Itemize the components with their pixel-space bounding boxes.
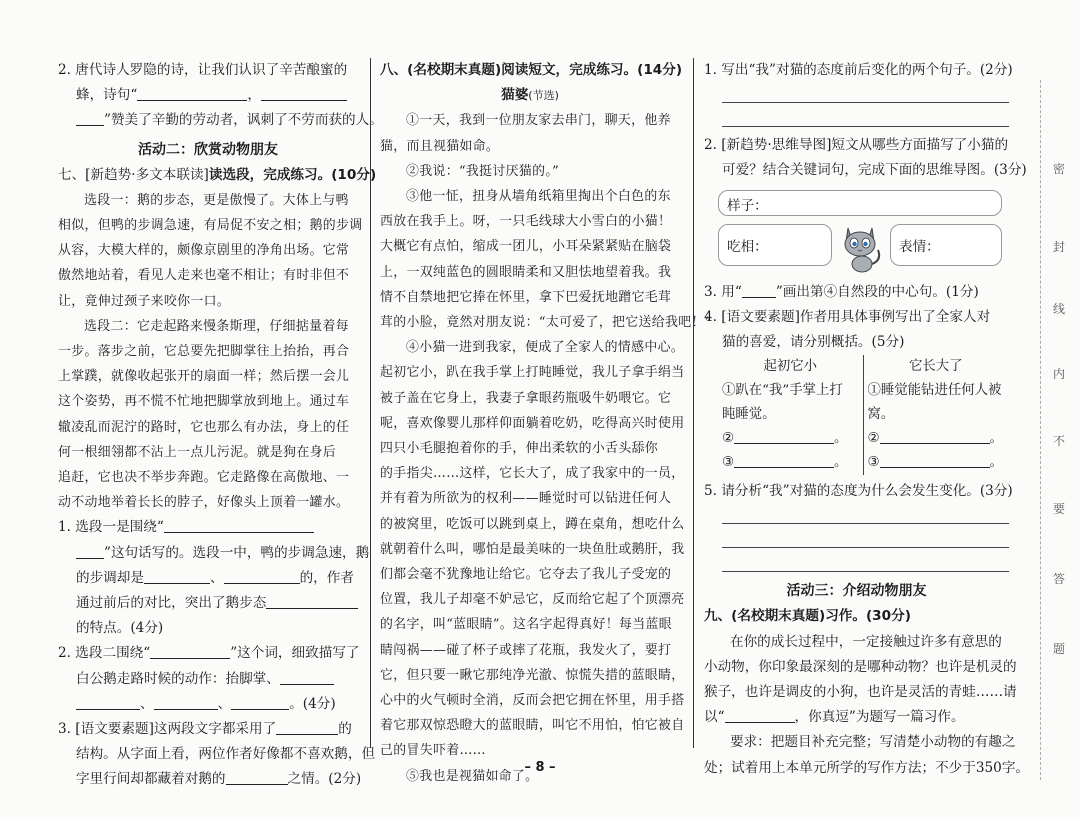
sub-q2-line-2 [58, 667, 358, 692]
answer-blank[interactable] [76, 111, 104, 126]
passage-line: 心中的火气顿时全消，反而会把它拥在怀里，用手搭 [380, 693, 685, 709]
passage-line: 位置，我儿子却毫不妒忌它，反而给它起了个顶漂亮 [380, 592, 685, 608]
c3-q1: 1. 写出“我”对猫的态度前后变化的两个句子。(2分) [704, 62, 1013, 78]
sub-q1-line-5: 的特点。(4分) [76, 620, 164, 637]
answer-blank[interactable] [880, 429, 990, 444]
passage-line: 上，一双纯蓝色的圆眼睛柔和又胆怯地望着我。我 [380, 264, 672, 280]
table-cell-right [863, 379, 1008, 475]
passage-line: 起初它小，趴在我手掌上打盹睡觉，我儿子拿手绢当 [380, 365, 685, 381]
q8-title: 阅读短文，完成练习。(14分) [501, 62, 683, 78]
answer-blank[interactable] [725, 708, 795, 723]
page-number: – 8 – [524, 760, 556, 775]
passage-line: 着它那双惊恐瞪大的蓝眼睛，叫它不用怕，怕它被自 [380, 718, 685, 734]
family-love-table [718, 355, 1008, 475]
passage-line: 并有着为所欲为的权利——睡觉时可以钻进任何人 [380, 491, 672, 507]
q7-heading [58, 163, 377, 188]
edge-char: 线 [1052, 302, 1065, 316]
passage-line: 大概它有点怕，缩成一团儿，小耳朵紧紧贴在脑袋 [380, 239, 672, 255]
sub-q2-text: 、 [217, 695, 232, 712]
table-header-grown: 它长大了 [908, 359, 963, 375]
excerpt-line: 选段一：鹅的步态，更是傲慢了。大体上与鸭 [84, 192, 349, 208]
excerpt-1 [58, 188, 363, 314]
requirement-line: 要求：把题目补充完整；写清楚小动物的有趣之 [730, 734, 1016, 751]
sub-q2-text: 白公鹅走路时候的动作：抬脚掌、 [76, 670, 280, 687]
essay-line: 在你的成长过程中，一定接触过许多有意思的 [730, 633, 1002, 650]
activity-3-heading: 活动三：介绍动物朋友 [786, 583, 927, 600]
answer-blank[interactable] [742, 283, 776, 298]
answer-blank[interactable] [261, 86, 347, 101]
answer-blank[interactable] [137, 86, 247, 101]
passage-line: ⑤我也是视猫如命了。 [406, 768, 539, 784]
passage-title-text: 猫婆 [501, 87, 529, 104]
passage-line: ①一天，我到一位朋友家去串门，聊天，他养 [406, 113, 671, 129]
essay-text: ，你真逗”为题写一篇习作。 [794, 709, 965, 726]
sub-q2-text: 。(4分) [289, 695, 336, 712]
sub-q2-text: 、 [140, 695, 154, 712]
sub-q2-line-1 [58, 641, 358, 666]
answer-blank[interactable] [76, 695, 140, 710]
edge-char: 封 [1052, 240, 1065, 254]
excerpt-line: 一步。落步之前，它总要先把脚掌往上抬抬，再合 [58, 344, 350, 360]
edge-char: 内 [1052, 367, 1065, 381]
passage-line: 的名字，叫“蓝眼睛”。这名字起得真好！每当蓝眼 [380, 617, 672, 633]
q7-prefix: 七、[新趋势·多文本联读] [58, 166, 209, 183]
passage-body [380, 108, 712, 788]
q2-text: 蜂，诗句“ [76, 87, 138, 104]
table-item-3 [722, 451, 859, 475]
c3-q2-line-2: 可爱？结合关键词句，完成下面的思维导图。(3分) [722, 162, 1027, 179]
c3-q2-line-1: 2. [新趋势·思维导图]短文从哪些方面描写了小猫的 [704, 137, 1009, 154]
sub-q2-line-3 [58, 692, 358, 717]
mind-map-expression-label: 表情： [899, 238, 940, 255]
answer-blank[interactable] [150, 644, 230, 659]
excerpt-line: 这个姿势，再不慌不忙地把脚掌放到地上。通过车 [58, 394, 350, 410]
passage-line: 的手指尖……这样，它长大了，成了我家中的一员， [380, 466, 685, 482]
sub-q2-text: ”这个词，细致描写了 [230, 645, 360, 662]
answer-line[interactable] [722, 103, 1009, 127]
q9-prefix: 九、(名校期末真题) [704, 608, 826, 625]
answer-blank[interactable] [76, 544, 104, 559]
passage-line: 们都会毫不犹豫地让给它。它夺去了我儿子受宠的 [380, 567, 672, 583]
passage-line: 睛闯祸——碰了杯子或摔了花瓶，我发火了，要打 [380, 642, 672, 658]
passage-line: ③他一怔，扭身从墙角纸箱里掏出个白色的东 [406, 189, 671, 205]
passage-title-note: (节选) [528, 89, 559, 103]
edge-char: 不 [1052, 434, 1065, 448]
passage-line: 它，但只要一瞅它那纯净光澈、惊慌失措的蓝眼睛， [380, 667, 685, 683]
sub-q1-text: 的步调却是 [76, 569, 144, 586]
edge-char: 题 [1052, 642, 1065, 656]
passage-line: 己的冒失吓着…… [380, 743, 486, 759]
answer-line[interactable] [722, 548, 1009, 572]
column-divider [370, 58, 371, 748]
passage-line: 西放在我手上。呀，一只毛线球大小雪白的小猫！ [380, 214, 672, 230]
sub-q1-line-2 [58, 541, 370, 566]
c3-q5: 5. 请分析“我”对猫的态度为什么会发生变化。(3分) [704, 483, 1013, 500]
answer-blank[interactable] [880, 453, 990, 468]
sub-q1-line-1 [58, 515, 358, 540]
sub-q1-text: 1. 选段一是围绕“ [58, 519, 164, 536]
table-marker: ③ [867, 455, 880, 471]
q9-title: 习作。(30分) [825, 608, 911, 625]
passage-line: ②我说：“我挺讨厌猫的。” [406, 163, 560, 179]
edge-char: 要 [1052, 502, 1065, 516]
c3-q4-line-2: 猫的喜爱，请分别概括。(5分) [722, 334, 905, 351]
c3-q4-line-1: 4. [语文要素题]作者用具体事例写出了全家人对 [704, 308, 991, 325]
cat-icon [838, 220, 884, 274]
excerpt-line: 相似，但鸭的步调急速，有局促不安之相；鹅的步调 [58, 218, 363, 234]
q8-heading [380, 58, 683, 83]
excerpt-line: 上掌蹼，就像收起张开的扇面一样；然后摆一会儿 [58, 369, 350, 385]
passage-line: 就朝着什么叫，哪怕是最美味的一块鱼肚或鹅肝，我 [380, 541, 685, 557]
essay-line: 小动物，你印象最深刻的是哪种动物？也许是机灵的 [704, 658, 1017, 675]
passage-line: 茸的小脸，竟然对朋友说：“太可爱了，把它送给我吧！” [380, 315, 712, 331]
q2-line-3 [58, 108, 383, 133]
table-marker: ③ [722, 455, 735, 471]
answer-blank[interactable] [144, 569, 210, 584]
excerpt-line: 让，竟伸过颈子来咬你一口。 [58, 293, 231, 309]
mind-map-eating-box[interactable] [718, 224, 832, 266]
table-marker: ② [722, 431, 735, 447]
c3-q3-text: ”画出第④自然段的中心句。(1分) [775, 283, 979, 300]
table-item-2 [868, 427, 1005, 451]
sub-q2-text: 2. 选段二围绕“ [58, 645, 151, 662]
requirement-line: 处；试着用上本单元所学的写作方法；不少于350字。 [704, 759, 1030, 776]
mind-map-expression-box[interactable] [890, 224, 1002, 266]
sub-q1-text: ”这句话写的。选段一中，鸭的步调急速，鹅 [104, 544, 370, 561]
table-period: 。 [989, 455, 1003, 471]
table-period: 。 [834, 431, 848, 447]
answer-blank[interactable] [734, 453, 834, 468]
c3-q3-text: 3. 用“ [704, 283, 742, 300]
table-period: 。 [834, 455, 848, 471]
excerpt-2 [58, 314, 358, 516]
mind-map [704, 184, 1009, 280]
passage-line: 被子盖在它身上，我妻子拿眼药瓶吸牛奶喂它。它 [380, 390, 672, 406]
q7-title: 读选段，完成练习。(10分) [208, 166, 377, 183]
sub-q3-text: 之情。(2分) [287, 771, 362, 788]
column-middle [380, 58, 712, 789]
mind-map-eating-label: 吃相： [727, 238, 768, 255]
excerpt-line: 辙凌乱而泥泞的路时，它也那么有办法，身上的任 [58, 419, 350, 435]
essay-text: 以“ [704, 709, 725, 726]
c3-q3 [704, 280, 1009, 305]
essay-line-4 [704, 705, 1009, 730]
sub-q1-text: 的，作者 [299, 569, 354, 586]
q8-prefix: 八、(名校期末真题) [380, 62, 502, 78]
table-text: ①睡觉能钻进任何人被窝。 [867, 383, 1002, 423]
q2-comma: ， [247, 87, 261, 104]
answer-blank[interactable] [280, 670, 334, 685]
answer-blank[interactable] [231, 695, 289, 710]
q9-heading [704, 604, 1009, 629]
answer-blank[interactable] [276, 720, 338, 735]
table-item-3 [868, 451, 1005, 475]
sub-q1-line-4 [58, 591, 358, 616]
table-period: 。 [989, 431, 1003, 447]
answer-blank[interactable] [164, 518, 314, 533]
essay-line: 猴子，也许是调皮的小狗，也许是灵活的青蛙……请 [704, 684, 1017, 701]
answer-line[interactable] [722, 504, 1009, 524]
passage-line: 情不自禁地把它捧在怀里，拿下巴爱抚地蹭它毛茸 [380, 289, 672, 305]
excerpt-line: 追赶，它也决不举步奔跑。它走路像在高傲地、一 [58, 470, 350, 486]
table-item-2 [722, 427, 859, 451]
excerpt-line: 动不动地举着长长的脖子，好像头上顶着一罐水。 [58, 495, 350, 511]
answer-line[interactable] [722, 83, 1009, 103]
q2-line-1: 2. 唐代诗人罗隐的诗，让我们认识了辛苦酿蜜的 [58, 62, 348, 78]
q2-line-2 [58, 83, 358, 108]
mind-map-appearance-box[interactable] [718, 190, 1002, 216]
sub-q3-text: 字里行间却都藏着对鹅的 [76, 771, 226, 788]
sub-q1-text: 、 [209, 569, 224, 586]
passage-line: 呢，喜欢像婴儿那样仰面躺着吃奶，吃得高兴时使用 [380, 415, 685, 431]
passage-line: 猫，而且视猫如命。 [380, 138, 500, 154]
answer-blank[interactable] [734, 429, 834, 444]
q2-text: ”赞美了辛勤的劳动者，讽刺了不劳而获的人。 [104, 112, 383, 129]
edge-char: 密 [1052, 162, 1065, 176]
sub-q3-line-2: 结构。从字面上看，两位作者好像都不喜欢鹅，但 [76, 746, 376, 763]
table-marker: ② [867, 431, 880, 447]
excerpt-line: 何一根细翎都不沾上一点儿污泥。就是狗在身后 [58, 444, 337, 460]
passage-line: ④小猫一进到我家，便成了全家人的情感中心。 [406, 340, 685, 356]
excerpt-line: 傲然地站着，看见人走来也毫不相让；有时非但不 [58, 268, 350, 284]
passage-title [380, 83, 680, 108]
activity-2-heading: 活动二：欣赏动物朋友 [138, 141, 278, 158]
sub-q3-line-1 [58, 717, 358, 742]
binding-edge-line [1040, 80, 1041, 780]
column-divider [693, 58, 694, 748]
excerpt-line: 从容，大模大样的，颇像京剧里的净角出场。它常 [58, 243, 350, 259]
edge-char: 答 [1052, 572, 1065, 586]
sub-q1-line-3 [58, 566, 358, 591]
table-cell-left [718, 379, 863, 475]
excerpt-line: 选段二：它走起路来慢条斯理，仔细掂量着每 [84, 318, 349, 334]
sub-q3-text: 的 [338, 721, 352, 738]
answer-blank[interactable] [266, 594, 358, 609]
passage-line: 四只小毛腿抱着你的手，伸出柔软的小舌头舔你 [380, 441, 659, 457]
sub-q1-text: 通过前后的对比，突出了鹅步态 [76, 595, 267, 612]
answer-blank[interactable] [154, 695, 218, 710]
column-left [58, 58, 383, 793]
mind-map-appearance-label: 样子： [727, 197, 768, 214]
answer-line[interactable] [722, 524, 1009, 548]
column-right [704, 58, 1030, 781]
answer-blank[interactable] [224, 569, 300, 584]
table-text: ①趴在“我”手掌上打 [722, 383, 843, 399]
table-text: 盹睡觉。 [722, 407, 776, 423]
sub-q3-text: 3. [语文要素题]这两段文字都采用了 [58, 721, 277, 738]
passage-line: 的被窝里，吃饭可以跳到桌上，蹲在桌角，想吃什么 [380, 516, 685, 532]
table-header-small: 起初它小 [718, 355, 863, 379]
